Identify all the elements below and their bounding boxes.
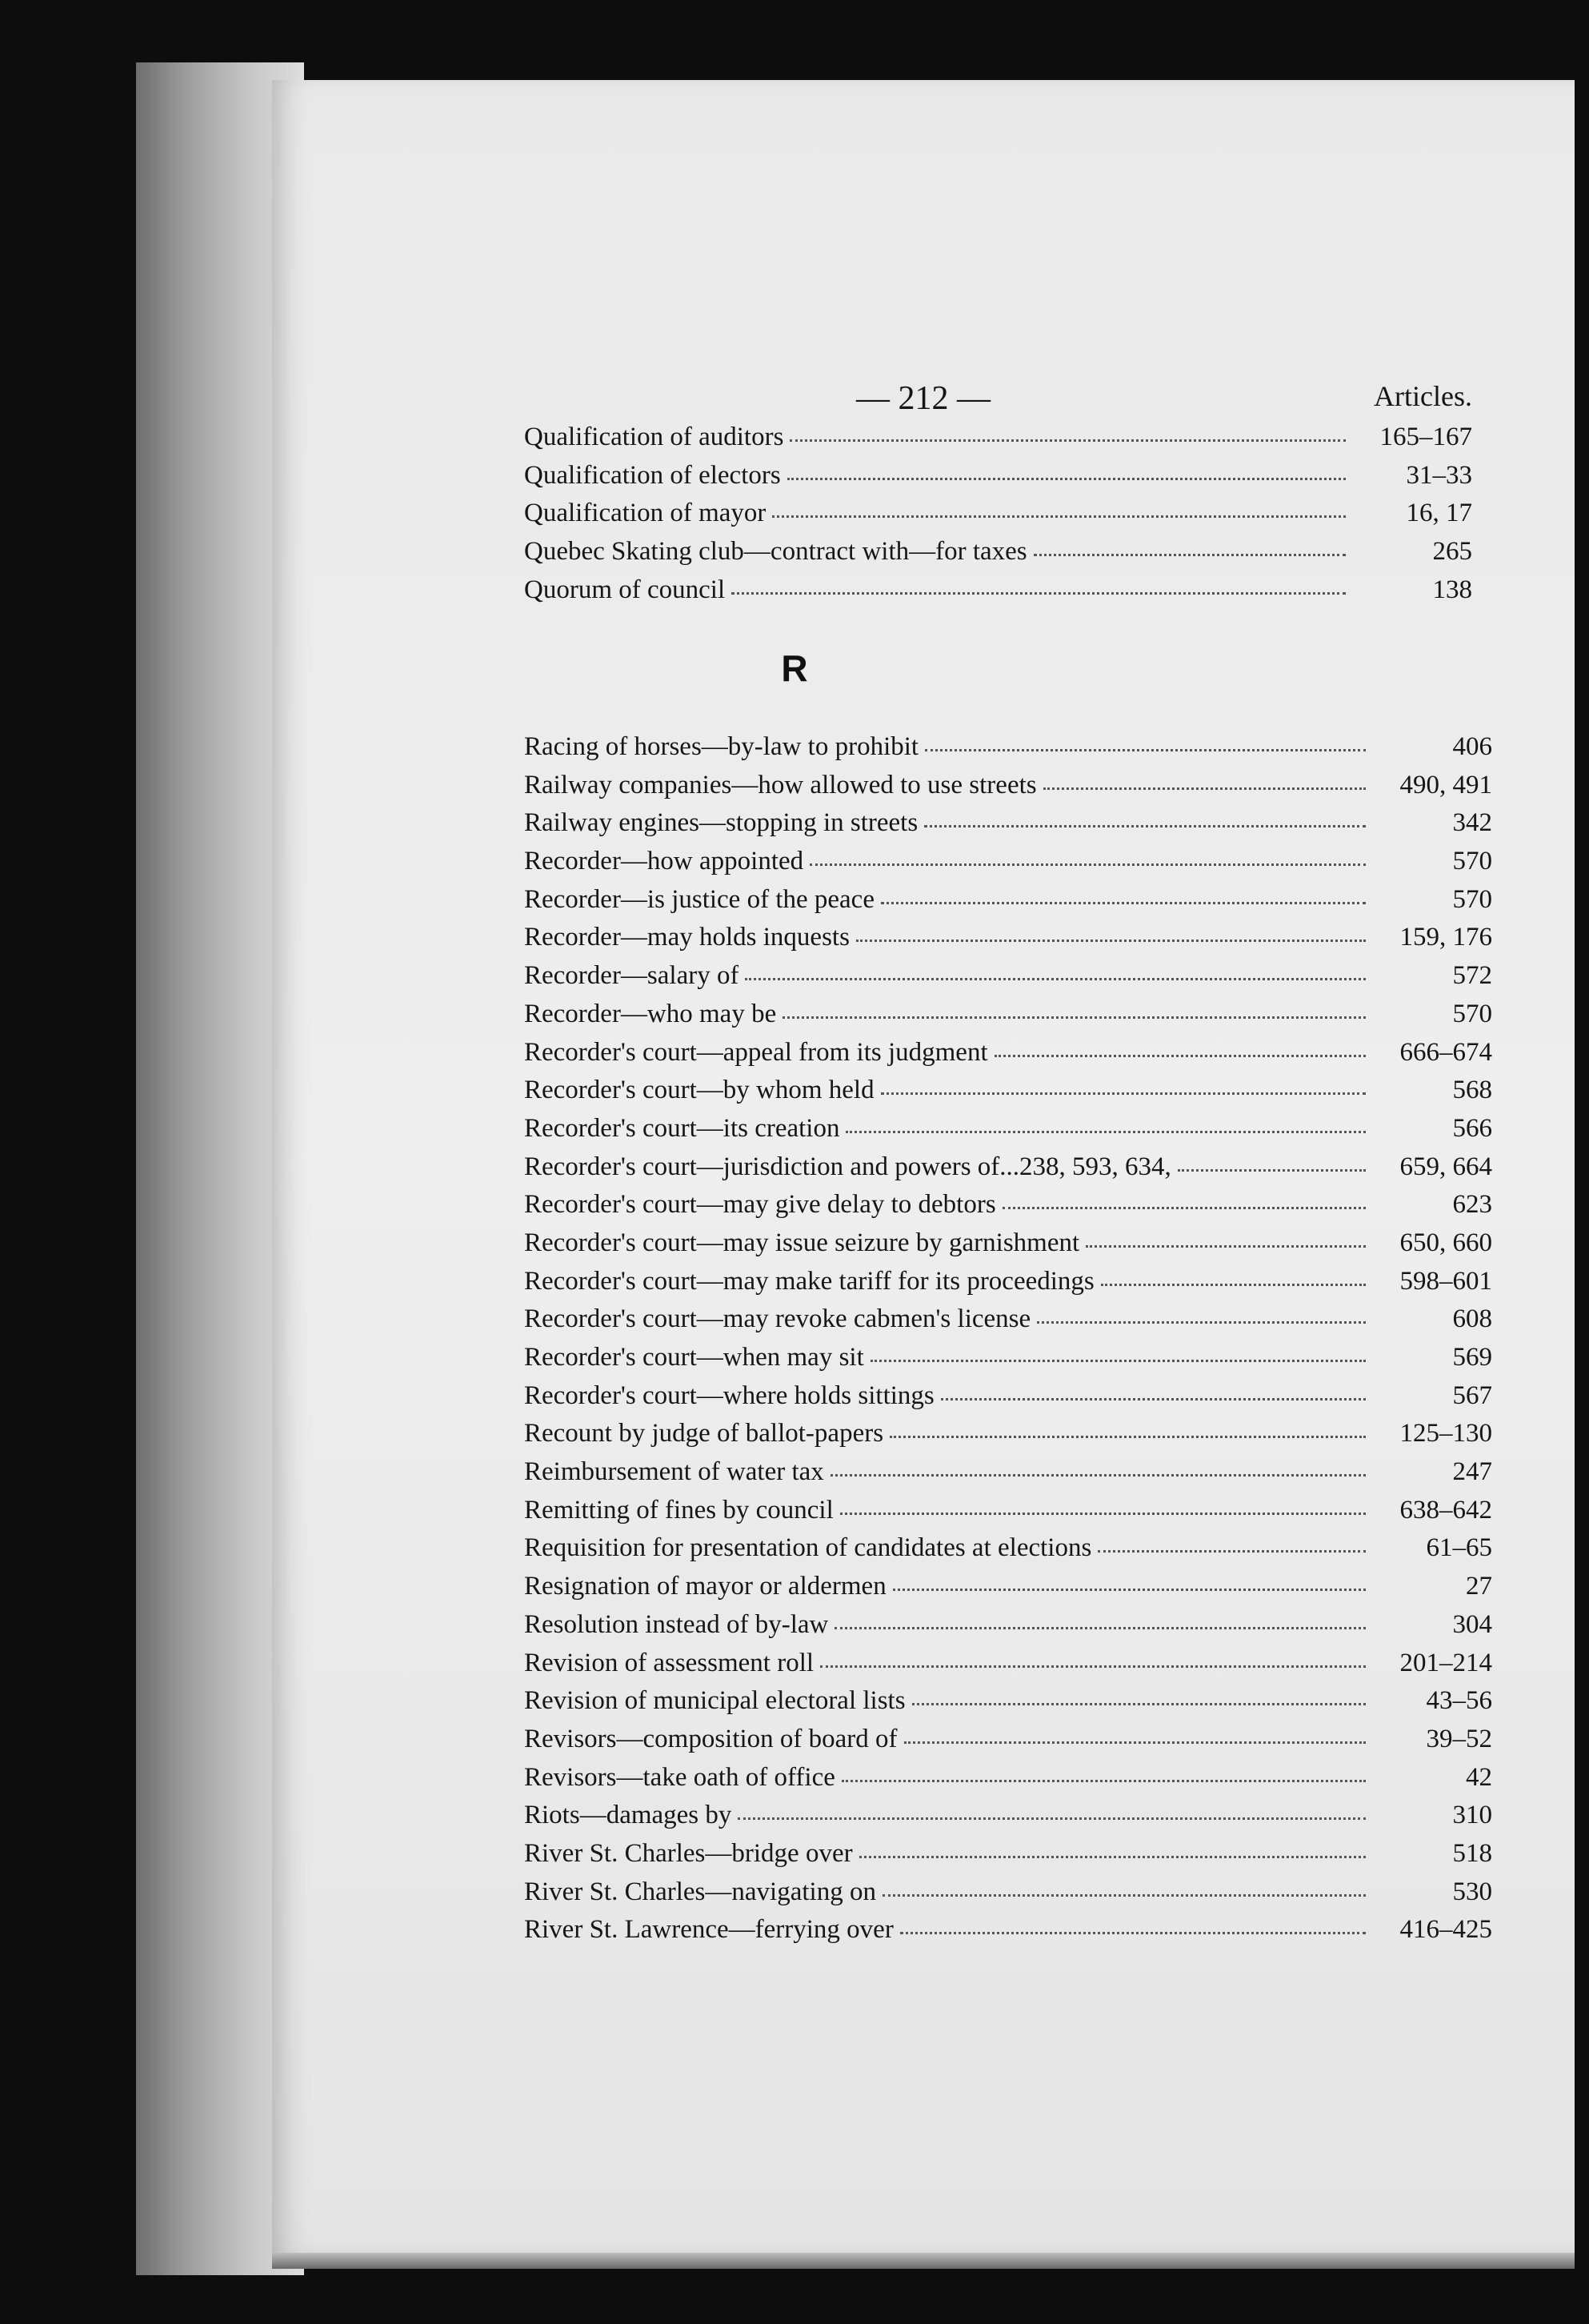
- dot-leader: [810, 863, 1366, 866]
- dot-leader: [1086, 1245, 1366, 1248]
- entry-label: Revisors—take oath of office: [524, 1762, 835, 1792]
- index-entry: [524, 1267, 1492, 1305]
- index-entry: [524, 732, 1492, 771]
- article-reference: 42: [1466, 1762, 1492, 1792]
- article-reference: 61–65: [1426, 1533, 1492, 1563]
- article-reference: 518: [1452, 1838, 1492, 1868]
- entry-label: Railway engines—stopping in streets: [524, 808, 919, 838]
- index-entry: [524, 1915, 1492, 1953]
- article-reference: 159, 176: [1399, 923, 1492, 952]
- dot-leader: [1034, 554, 1346, 556]
- entry-label: Recorder—how appointed: [524, 847, 804, 876]
- dot-leader: [924, 825, 1366, 827]
- entry-label: Resolution instead of by-law: [524, 1609, 829, 1639]
- entry-label: Recorder's court—may give delay to debtors: [524, 1190, 996, 1220]
- dot-leader: [995, 1055, 1366, 1057]
- article-reference: 39–52: [1426, 1724, 1492, 1753]
- dot-leader: [900, 1932, 1366, 1934]
- article-reference: 43–56: [1426, 1686, 1492, 1716]
- index-entry: [524, 461, 1472, 499]
- article-reference: 650, 660: [1399, 1228, 1492, 1257]
- article-reference: 125–130: [1399, 1419, 1492, 1448]
- index-entry: [524, 1686, 1492, 1725]
- index-entry: [524, 923, 1492, 961]
- dot-leader: [1043, 787, 1366, 790]
- index-entry: [524, 1496, 1492, 1534]
- dot-leader: [738, 1817, 1366, 1820]
- entry-label: Remitting of fines by council: [524, 1495, 834, 1525]
- dot-leader: [1098, 1550, 1366, 1553]
- index-entry: [524, 1649, 1492, 1687]
- dot-leader: [883, 1894, 1366, 1897]
- index-entry: [524, 423, 1472, 461]
- index-entry: [524, 1381, 1492, 1420]
- index-entry: [524, 961, 1492, 1000]
- entry-label: Racing of horses—by-law to prohibit: [524, 732, 919, 761]
- index-entry: [524, 1076, 1492, 1114]
- entry-label: Recorder's court—may issue seizure by garnishment: [524, 1228, 1080, 1257]
- dot-leader: [782, 1016, 1366, 1019]
- article-reference: 16, 17: [1406, 499, 1472, 528]
- entry-label: Recorder's court—where holds sittings: [524, 1380, 935, 1410]
- page-bottom-edge: [272, 2253, 1575, 2269]
- index-entry: [524, 847, 1492, 885]
- entry-label: Recorder—who may be: [524, 999, 777, 1028]
- article-reference: 31–33: [1406, 460, 1472, 490]
- entry-label: Railway companies—how allowed to use streets: [524, 770, 1037, 799]
- entry-label: Recorder—may holds inquests: [524, 923, 850, 952]
- entry-label: Qualification of auditors: [524, 423, 784, 451]
- dot-leader: [904, 1741, 1366, 1744]
- dot-leader: [831, 1474, 1366, 1477]
- page-number: — 212 —: [856, 380, 991, 417]
- dot-leader: [893, 1589, 1366, 1591]
- dot-leader: [787, 478, 1346, 480]
- index-entry: [524, 1228, 1492, 1267]
- article-reference: 568: [1452, 1076, 1492, 1105]
- entry-label: Revision of assessment roll: [524, 1648, 815, 1677]
- entry-label: Recorder's court—may make tariff for its proceedings: [524, 1266, 1095, 1296]
- article-reference: 310: [1452, 1801, 1492, 1830]
- entry-label: Qualification of electors: [524, 460, 781, 490]
- entry-label: Revision of municipal electoral lists: [524, 1686, 906, 1716]
- article-reference: 530: [1452, 1877, 1492, 1906]
- dot-leader: [842, 1780, 1366, 1782]
- article-reference: 623: [1452, 1190, 1492, 1220]
- entry-label: Riots—damages by: [524, 1801, 732, 1830]
- article-reference: 138: [1432, 575, 1472, 604]
- index-entry: [524, 537, 1472, 575]
- index-entry: [524, 1304, 1492, 1343]
- index-entry: [524, 1877, 1492, 1916]
- entry-label: Recorder's court—may revoke cabmen's license: [524, 1304, 1031, 1334]
- index-entry: [524, 499, 1472, 537]
- index-entry: [524, 1839, 1492, 1877]
- article-reference: 201–214: [1399, 1648, 1492, 1677]
- index-entry: [524, 1152, 1492, 1191]
- dot-leader: [1037, 1321, 1366, 1324]
- entry-label: Recorder's court—appeal from its judgment: [524, 1037, 988, 1067]
- index-entry: [524, 1572, 1492, 1610]
- article-reference: 569: [1452, 1343, 1492, 1372]
- dot-leader: [790, 439, 1346, 442]
- article-reference: 165–167: [1379, 423, 1472, 451]
- article-reference: 567: [1452, 1380, 1492, 1410]
- index-entry: [524, 885, 1492, 924]
- section-letter-r: R: [781, 647, 808, 689]
- index-entry: [524, 808, 1492, 847]
- dot-leader: [856, 940, 1366, 942]
- entry-label: Resignation of mayor or aldermen: [524, 1572, 887, 1601]
- entry-label: Qualification of mayor: [524, 499, 766, 528]
- article-reference: 247: [1452, 1457, 1492, 1487]
- dot-leader: [745, 978, 1366, 980]
- index-entry: [524, 575, 1472, 614]
- article-reference: 416–425: [1399, 1915, 1492, 1945]
- article-reference: 666–674: [1399, 1037, 1492, 1067]
- article-reference: 27: [1466, 1572, 1492, 1601]
- dot-leader: [1003, 1207, 1366, 1209]
- index-entry: [524, 1725, 1492, 1763]
- entry-label: Recorder's court—its creation: [524, 1113, 840, 1143]
- index-entry: [524, 1610, 1492, 1649]
- index-entry: [524, 1000, 1492, 1038]
- index-entry: [524, 1801, 1492, 1839]
- entry-label: Revisors—composition of board of: [524, 1724, 898, 1753]
- index-entry: [524, 1190, 1492, 1228]
- index-entry: [524, 1114, 1492, 1152]
- dot-leader: [925, 749, 1366, 751]
- index-entry: [524, 771, 1492, 809]
- entry-label: Quorum of council: [524, 575, 726, 604]
- article-reference: 572: [1452, 961, 1492, 991]
- index-entry: [524, 1038, 1492, 1076]
- dot-leader: [840, 1513, 1366, 1515]
- article-reference: 304: [1452, 1609, 1492, 1639]
- dot-leader: [941, 1398, 1366, 1400]
- index-entry: [524, 1457, 1492, 1496]
- article-reference: 570: [1452, 884, 1492, 914]
- entry-label: River St. Lawrence—ferrying over: [524, 1915, 894, 1945]
- article-reference: 265: [1432, 537, 1472, 567]
- entry-label: Requisition for presentation of candidates at elections: [524, 1533, 1092, 1563]
- index-entry: [524, 1419, 1492, 1457]
- entry-label: Recorder's court—jurisdiction and powers of...238, 593, 634,: [524, 1152, 1171, 1181]
- entry-label: River St. Charles—bridge over: [524, 1838, 853, 1868]
- dot-leader: [890, 1436, 1366, 1438]
- entry-label: Reimbursement of water tax: [524, 1457, 824, 1487]
- index-entry: [524, 1533, 1492, 1572]
- index-list-q: [524, 423, 1472, 613]
- article-reference: 490, 491: [1399, 770, 1492, 799]
- entry-label: Recorder's court—by whom held: [524, 1076, 875, 1105]
- dot-leader: [912, 1703, 1366, 1705]
- dot-leader: [881, 1092, 1366, 1095]
- dot-leader: [859, 1856, 1366, 1858]
- dot-leader: [846, 1131, 1366, 1133]
- dot-leader: [731, 592, 1346, 595]
- article-reference: 608: [1452, 1304, 1492, 1334]
- article-reference: 566: [1452, 1113, 1492, 1143]
- entry-label: Recorder's court—when may sit: [524, 1343, 864, 1372]
- entry-label: Recount by judge of ballot-papers: [524, 1419, 884, 1448]
- dot-leader: [1101, 1284, 1366, 1286]
- entry-label: River St. Charles—navigating on: [524, 1877, 876, 1906]
- dot-leader: [881, 902, 1366, 904]
- index-list-r: [524, 732, 1492, 1953]
- entry-label: Quebec Skating club—contract with—for taxes: [524, 537, 1027, 567]
- dot-leader: [835, 1627, 1366, 1629]
- article-reference: 570: [1452, 999, 1492, 1028]
- article-reference: 570: [1452, 847, 1492, 876]
- dot-leader: [871, 1360, 1366, 1362]
- article-reference: 659, 664: [1399, 1152, 1492, 1181]
- article-reference: 638–642: [1399, 1495, 1492, 1525]
- index-entry: [524, 1343, 1492, 1381]
- dot-leader: [772, 515, 1346, 518]
- dot-leader: [820, 1665, 1366, 1668]
- article-reference: 406: [1452, 732, 1492, 761]
- dot-leader: [1178, 1169, 1366, 1172]
- articles-column-header: Articles.: [1374, 380, 1472, 412]
- index-entry: [524, 1763, 1492, 1801]
- entry-label: Recorder—salary of: [524, 961, 739, 991]
- entry-label: Recorder—is justice of the peace: [524, 884, 875, 914]
- article-reference: 342: [1452, 808, 1492, 838]
- article-reference: 598–601: [1399, 1266, 1492, 1296]
